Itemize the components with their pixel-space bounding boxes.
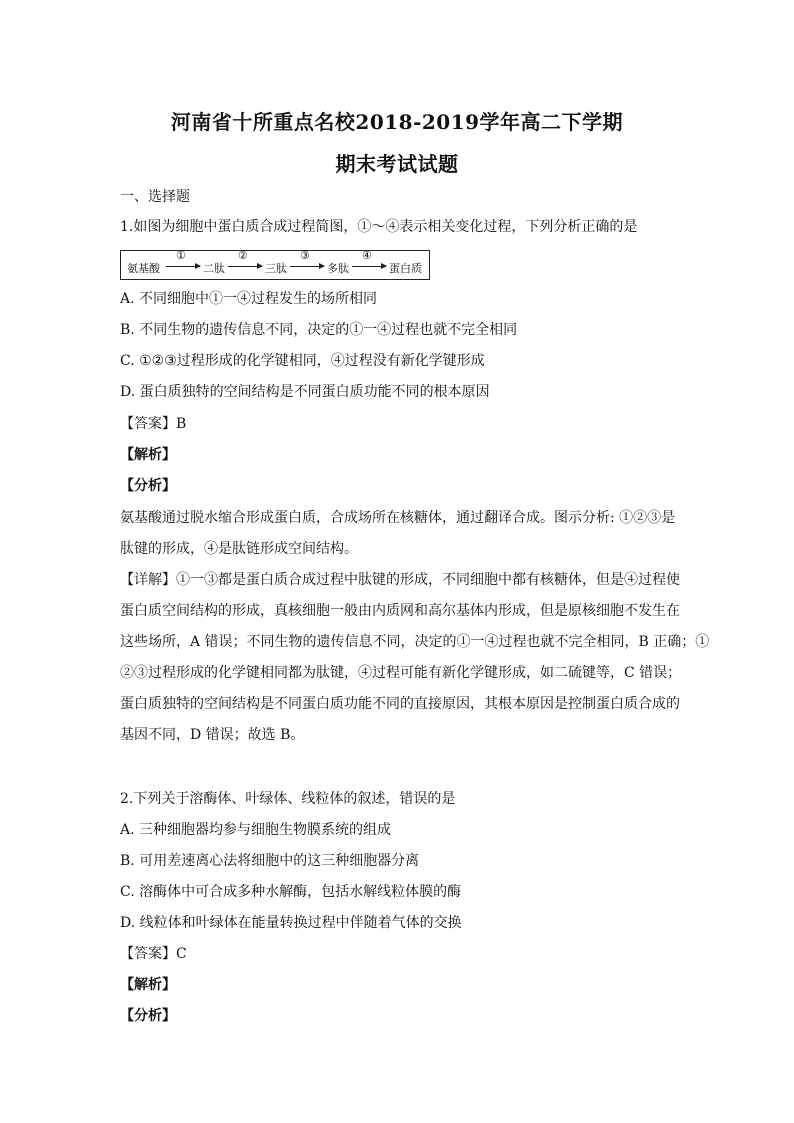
- q1-detail-line: 这些场所，A 错误；不同生物的遗传信息不同，决定的①一④过程也就不完全相同，B 正确；①: [120, 634, 710, 650]
- q2-answer: 【答案】C: [120, 946, 187, 962]
- q2-option-c: C. 溶酶体中可合成多种水解酶，包括水解线粒体膜的酶: [120, 884, 462, 900]
- q1-detail-line: 蛋白质独特的空间结构是不同蛋白质功能不同的直接原因，其根本原因是控制蛋白质合成的: [120, 696, 680, 712]
- flow-step-polypeptide: 多肽: [327, 262, 349, 275]
- flow-step-amino-acid: 氨基酸: [127, 262, 160, 275]
- flow-step-tripeptide: 三肽: [265, 262, 287, 275]
- q2-option-b: B. 可用差速离心法将细胞中的这三种细胞器分离: [120, 853, 420, 869]
- flow-label-1: ①: [176, 249, 186, 262]
- q2-option-d: D. 线粒体和叶绿体在能量转换过程中伴随着气体的交换: [120, 915, 462, 931]
- q1-stem: 1.如图为细胞中蛋白质合成过程简图，①～④表示相关变化过程，下列分析正确的是: [120, 219, 638, 235]
- q1-fenxi-line: 肽键的形成，④是肽链形成空间结构。: [120, 541, 358, 557]
- q1-option-a: A. 不同细胞中①一④过程发生的场所相同: [120, 291, 378, 307]
- flow-label-4: ④: [362, 249, 372, 262]
- q2-option-a: A. 三种细胞器均参与细胞生物膜系统的组成: [120, 822, 392, 838]
- arrow-icon: [352, 266, 386, 267]
- q1-option-c: C. ①②③过程形成的化学键相同，④过程没有新化学键形成: [120, 353, 485, 369]
- q1-fenxi-label: 【分析】: [120, 478, 176, 494]
- arrow-icon: [290, 266, 324, 267]
- q1-option-d: D. 蛋白质独特的空间结构是不同蛋白质功能不同的根本原因: [120, 384, 490, 400]
- flow-step-protein: 蛋白质: [389, 262, 422, 275]
- doc-title-line1: 河南省十所重点名校2018-2019学年高二下学期: [170, 110, 624, 134]
- arrow-icon: [228, 266, 262, 267]
- q1-detail-line: 【详解】①一③都是蛋白质合成过程中肽键的形成，不同细胞中都有核糖体，但是④过程使: [120, 572, 680, 588]
- flow-label-3: ③: [300, 249, 310, 262]
- q1-detail-line: 基因不同，D 错误；故选 B。: [120, 727, 305, 743]
- section-heading: 一、选择题: [120, 189, 190, 205]
- q1-detail-line: 蛋白质空间结构的形成，真核细胞一般由内质网和高尔基体内形成，但是原核细胞不发生在: [120, 603, 680, 619]
- protein-synthesis-diagram: [120, 250, 430, 280]
- q1-jiexi-label: 【解析】: [120, 447, 176, 463]
- arrow-icon: [166, 266, 200, 267]
- doc-title-line2: 期末考试试题: [335, 152, 459, 176]
- q1-fenxi-line: 氨基酸通过脱水缩合形成蛋白质，合成场所在核糖体，通过翻译合成。图示分析: ①②③是: [120, 510, 676, 526]
- q2-stem: 2.下列关于溶酶体、叶绿体、线粒体的叙述，错误的是: [120, 791, 456, 807]
- q1-detail-line: ②③过程形成的化学键相同都为肽键，④过程可能有新化学键形成，如二硫键等，C 错误；: [120, 665, 682, 681]
- flow-label-2: ②: [238, 249, 248, 262]
- q2-fenxi-label: 【分析】: [120, 1008, 176, 1024]
- q2-jiexi-label: 【解析】: [120, 977, 176, 993]
- q1-option-b: B. 不同生物的遗传信息不同，决定的①一④过程也就不完全相同: [120, 322, 518, 338]
- flow-step-dipeptide: 二肽: [203, 262, 225, 275]
- q1-answer: 【答案】B: [120, 416, 187, 432]
